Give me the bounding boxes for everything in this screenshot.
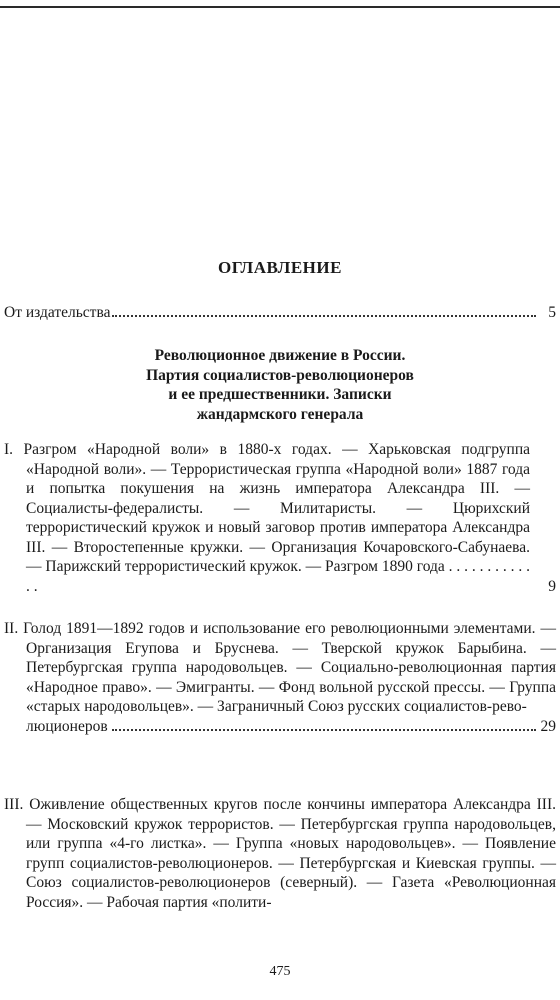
toc-entry-chapter-2[interactable]	[4, 619, 556, 736]
toc-entry-page: 29	[540, 717, 556, 735]
section-heading-line: и ее предшественники. Записки	[168, 386, 392, 403]
chapter-text	[4, 795, 556, 912]
top-rule	[0, 6, 560, 8]
toc-entry-label: От издательства	[4, 304, 111, 321]
page-title: ОГЛАВЛЕНИЕ	[218, 258, 342, 277]
chapter-description: I. Разгром «Народной воли» в 1880-х годах. — Харьковская подгруппа «Народной воли». — Террористическая группа «Народной воли» 1887 года и попытка покушения на жизнь императора Александра III. — Социалисты-федералисты. — Милитаристы. — Цюрихский террористический кружок и новый заговор против императора Александра III. — Второстепенные кружки. — Организация Кочаровского-Сабунаева. — Парижский террористический кружок. — Разгром 1890 года	[4, 441, 530, 575]
chapter-text	[4, 619, 556, 717]
chapter-last-line	[4, 717, 556, 737]
chapter-description-tail: люционеров	[26, 717, 108, 735]
chapter-text	[4, 440, 556, 596]
section-heading-line: Революционное движение в России.	[154, 347, 406, 364]
dot-leader	[112, 729, 536, 731]
dot-leader	[112, 315, 536, 317]
toc-entry-chapter-1[interactable]	[4, 440, 556, 596]
dot-leader-inline: . . . . . . . . . . . . .	[26, 558, 531, 595]
toc-entry-page: 5	[548, 304, 556, 321]
section-heading-line: жандармского генерала	[196, 405, 364, 423]
section-heading	[60, 346, 500, 424]
page-number: 475	[269, 964, 291, 979]
chapter-description: II. Голод 1891—1892 годов и использование его революционными элементами. — Организация Егупова и Бруснева. — Тверской кружок Барыбина. — Петербургская группа народовольцев. — Социально-революционная партия «Народное право». — Эмигранты. — Фонд вольной русской прессы. — Группа «старых народовольцев». — Заграничный Союз русских социалистов-рево-	[4, 620, 556, 715]
section-heading-line: Партия социалистов-революционеров	[146, 366, 414, 384]
toc-entry-page: 9	[548, 577, 556, 595]
chapter-description: III. Оживление общественных кругов после кончины императора Александра III. — Московский кружок террористов. — Петербургская группа народовольцев, или группа «4-го листка». — Группа «новых народовольцев». — Появление групп социалистов-революционеров. — Петербургская и Киевская группы. — Союз социалистов-революционеров (северный). — Газета «Революционная Россия». — Рабочая партия «полити-	[4, 796, 556, 911]
toc-entry-chapter-3[interactable]	[4, 795, 556, 912]
toc-entry-front[interactable]	[4, 304, 556, 322]
